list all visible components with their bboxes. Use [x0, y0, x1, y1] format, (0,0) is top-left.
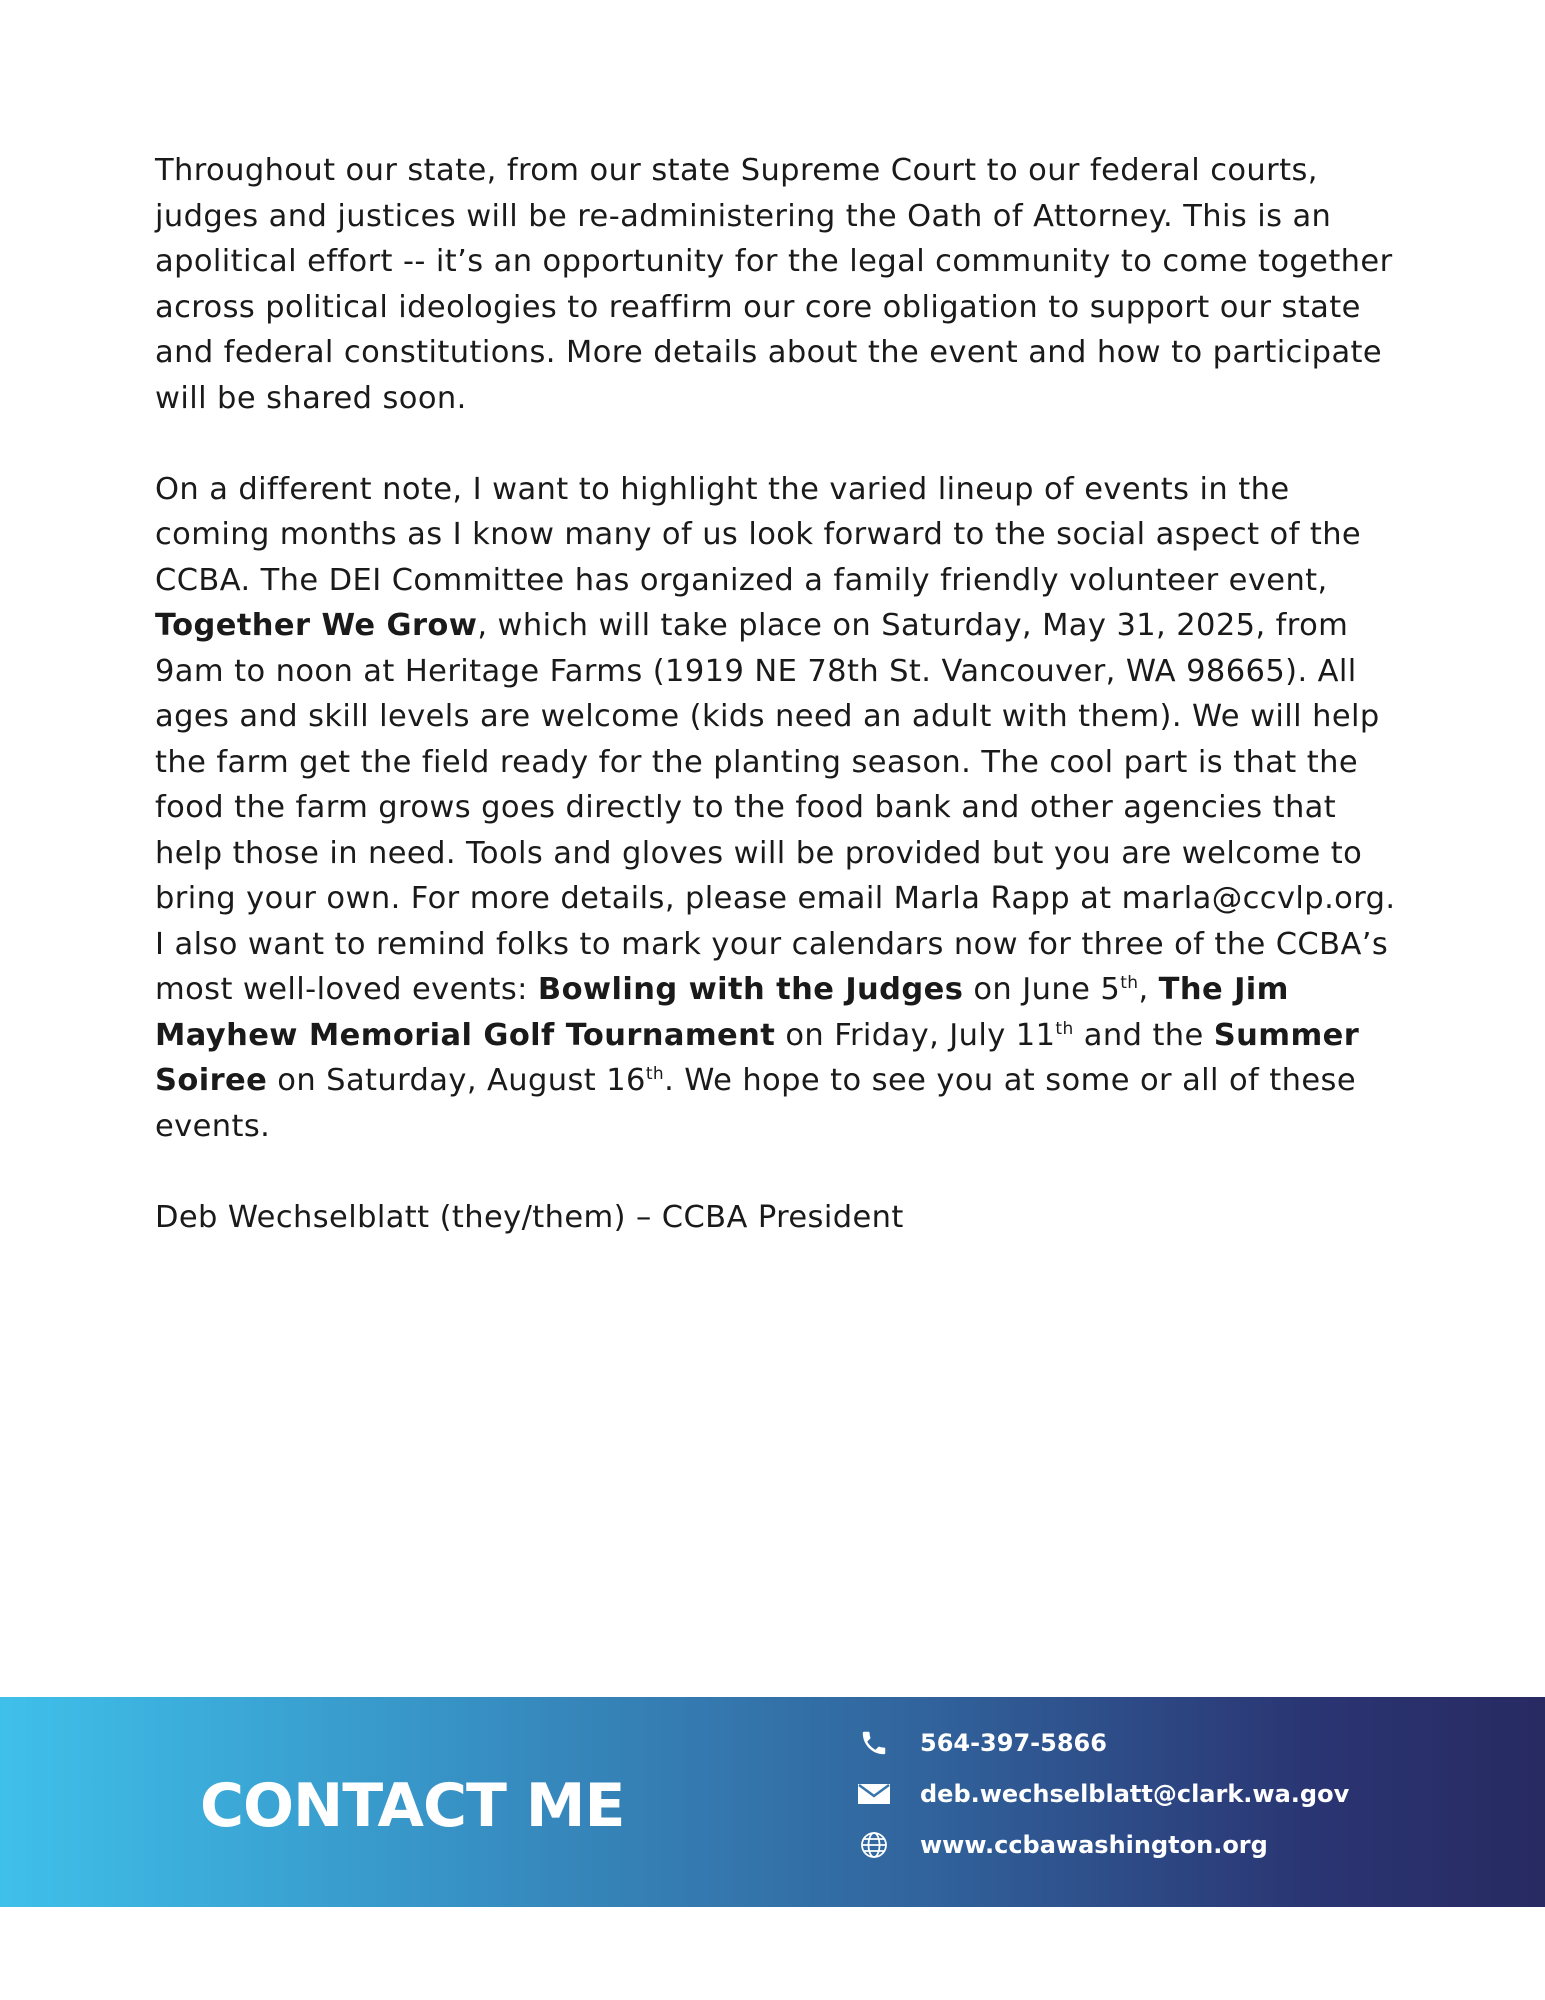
event-summer-soiree: Summer Soiree: [155, 1017, 1360, 1098]
envelope-icon: [858, 1778, 890, 1810]
ordinal-suffix: th: [1120, 972, 1139, 993]
events-text-6: and the: [1073, 1017, 1214, 1053]
contact-list: [858, 1725, 1508, 1878]
phone-number: 564-397-5866: [920, 1729, 1107, 1757]
events-text-1: On a different note, I want to highlight the varied lineup of events in the coming months as I know many of us look forward to the social aspect of the CCBA. The DEI Committee has organized a family friendly volunteer event,: [155, 471, 1362, 598]
paragraph-events: [155, 467, 1405, 1150]
event-golf-tournament: The Jim Mayhew Memorial Golf Tournament: [155, 972, 1289, 1053]
ordinal-suffix: th: [645, 1063, 665, 1084]
contact-banner: [0, 1697, 1545, 1907]
contact-title: CONTACT ME: [200, 1771, 625, 1841]
email-address: deb.wechselblatt@clark.wa.gov: [920, 1780, 1350, 1808]
event-bowling-with-the-judges: Bowling with the Judges: [537, 972, 964, 1007]
events-text-4: ,: [1138, 972, 1159, 1007]
ordinal-suffix: th: [1055, 1018, 1074, 1039]
events-text-5: on Friday, July 11: [775, 1017, 1056, 1053]
events-text-3: on June 5: [963, 972, 1121, 1007]
letter-body: [155, 148, 1405, 1286]
event-together-we-grow: Together We Grow: [155, 608, 478, 643]
events-text-7: on Saturday, August 16: [267, 1063, 646, 1098]
contact-phone[interactable]: [858, 1725, 1508, 1761]
events-text-8: . We hope to see you at some or all of these events.: [155, 1063, 1357, 1144]
contact-email[interactable]: [858, 1776, 1508, 1812]
globe-icon: [858, 1829, 890, 1861]
paragraph-oath: Throughout our state, from our state Supreme Court to our federal courts, judges and justices will be re-administering the Oath of Attorney. This is an apolitical effort -- it’s an opportunity for the legal community to come together across political ideologies to reaffirm our core obligation to support our state and federal constitutions. More details about the event and how to participate will be shared soon.: [155, 153, 1393, 416]
events-text-2: , which will take place on Saturday, May 31, 2025, from 9am to noon at Heritage Farms (1919 NE 78th St. Vancouver, WA 98665). All ages and skill levels are welcome (kids need an adult with them). We will help the farm get the field ready for the planting season. The cool part is that the food the farm grows goes directly to the food bank and other agencies that help those in need. Tools and gloves will be provided but you are welcome to bring your own. For more details, please email Marla Rapp at marla@ccvlp.org. I also want to remind folks to mark your calendars now for three of the CCBA’s most well-loved events:: [155, 608, 1396, 1007]
contact-website[interactable]: [858, 1827, 1508, 1863]
signature: Deb Wechselblatt (they/them) – CCBA President: [155, 1199, 904, 1235]
website-url: www.ccbawashington.org: [920, 1831, 1268, 1859]
phone-icon: [858, 1727, 890, 1759]
